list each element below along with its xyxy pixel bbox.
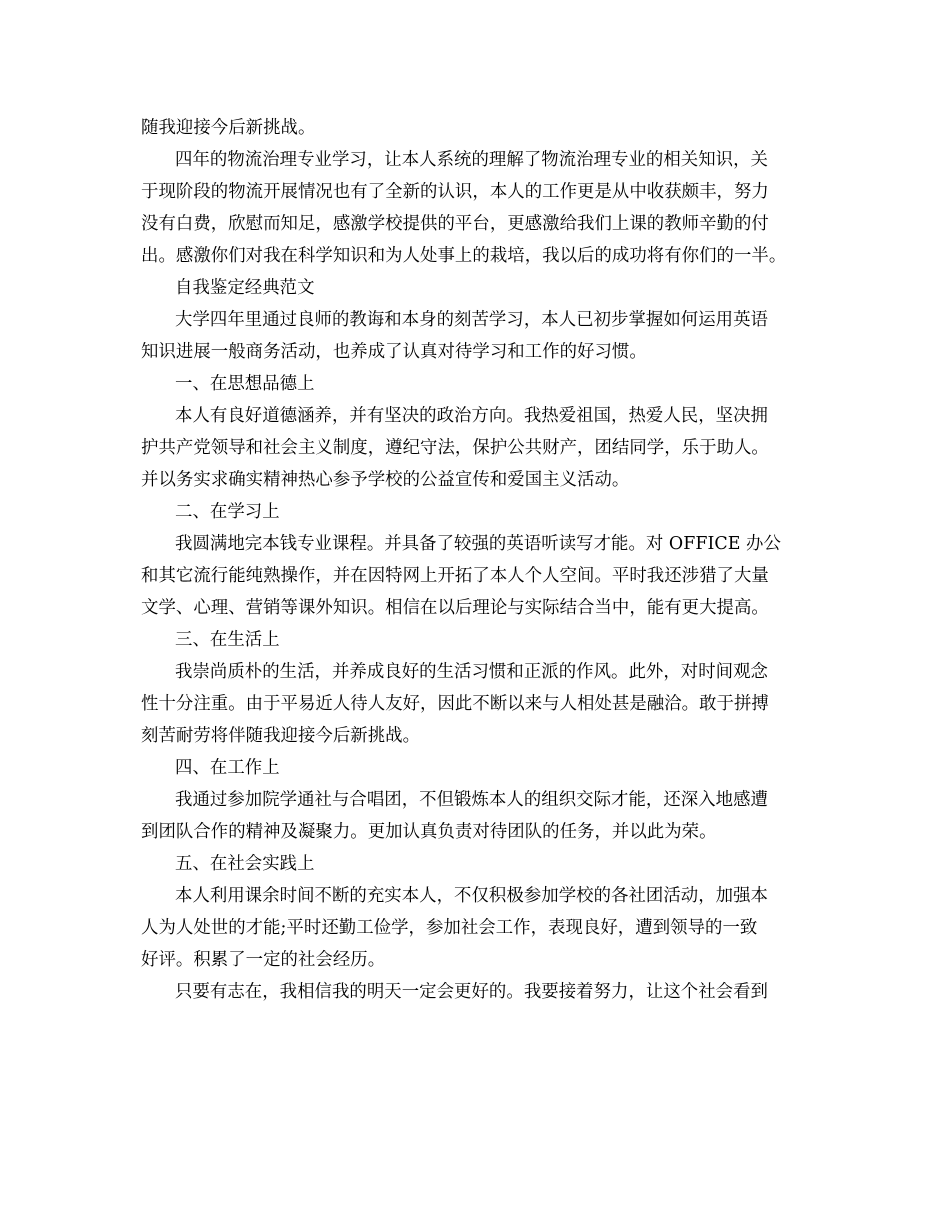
section-heading: 自我鉴定经典范文 — [175, 278, 315, 298]
text-line: 于现阶段的物流开展情况也有了全新的认识，本人的工作更是从中收获颇丰，努力 — [141, 182, 769, 202]
section-heading: 二、在学习上 — [175, 502, 280, 522]
text-line: 随我迎接今后新挑战。 — [141, 118, 316, 138]
text-line: 本人利用课余时间不断的充实本人，不仅积极参加学校的各社团活动，加强本 — [175, 886, 768, 906]
text-line: 本人有良好道德涵养，并有坚决的政治方向。我热爱祖国，热爱人民，坚决拥 — [175, 406, 768, 426]
text-line: 出。感激你们对我在科学知识和为人处事上的栽培，我以后的成功将有你们的一半。 — [141, 246, 787, 266]
text-line: 人为人处世的才能;平时还勤工俭学，参加社会工作，表现良好，遭到领导的一致 — [141, 918, 758, 938]
text-line: 并以务实求确实精神热心参予学校的公益宣传和爱国主义活动。 — [141, 470, 630, 490]
text-line: 没有白费，欣慰而知足，感激学校提供的平台，更感激给我们上课的教师辛勤的付 — [141, 214, 769, 234]
section-heading: 四、在工作上 — [175, 758, 280, 778]
section-heading: 五、在社会实践上 — [175, 854, 315, 874]
text-line: 我通过参加院学通社与合唱团，不但锻炼本人的组织交际才能，还深入地感遭 — [175, 790, 768, 810]
section-heading: 三、在生活上 — [175, 630, 280, 650]
text-line: 好评。积累了一定的社会经历。 — [141, 950, 386, 970]
text-line: 性十分注重。由于平易近人待人友好，因此不断以来与人相处甚是融洽。敢于拼搏 — [141, 694, 769, 714]
text-line: 大学四年里通过良师的教诲和本身的刻苦学习，本人已初步掌握如何运用英语 — [175, 310, 768, 330]
text-line: 只要有志在，我相信我的明天一定会更好的。我要接着努力，让这个社会看到 — [175, 982, 768, 1002]
text-line: 护共产党领导和社会主义制度，遵纪守法，保护公共财产，团结同学，乐于助人。 — [141, 438, 769, 458]
text-line: 四年的物流治理专业学习，让本人系统的理解了物流治理专业的相关知识，关 — [175, 150, 768, 170]
document-body — [141, 112, 817, 1008]
text-line: 刻苦耐劳将伴随我迎接今后新挑战。 — [141, 726, 421, 746]
text-line: 和其它流行能纯熟操作，并在因特网上开拓了本人个人空间。平时我还涉猎了大量 — [141, 566, 769, 586]
text-line: 到团队合作的精神及凝聚力。更加认真负责对待团队的任务，并以此为荣。 — [141, 822, 717, 842]
text-line: 知识进展一般商务活动，也养成了认真对待学习和工作的好习惯。 — [141, 342, 647, 362]
section-heading: 一、在思想品德上 — [175, 374, 315, 394]
text-line: 文学、心理、营销等课外知识。相信在以后理论与实际结合当中，能有更大提高。 — [141, 598, 769, 618]
text-line: 我崇尚质朴的生活，并养成良好的生活习惯和正派的作风。此外，对时间观念 — [175, 662, 768, 682]
text-line: 我圆满地完本钱专业课程。并具备了较强的英语听读写才能。对 OFFICE 办公 — [175, 534, 781, 554]
